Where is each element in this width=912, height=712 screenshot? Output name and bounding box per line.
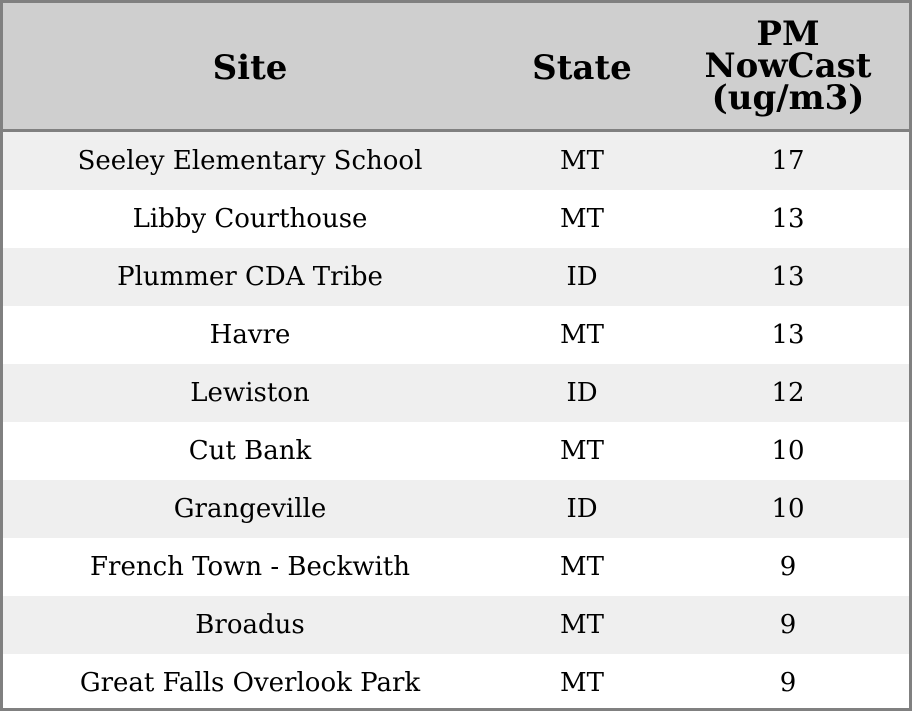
table-row bbox=[3, 190, 909, 248]
cell-pm: 13 bbox=[771, 320, 805, 350]
cell-pm: 10 bbox=[771, 436, 805, 466]
table-header-row bbox=[3, 3, 909, 132]
cell-state: MT bbox=[560, 436, 604, 466]
cell-pm: 12 bbox=[771, 378, 805, 408]
table-row bbox=[3, 248, 909, 306]
table-body bbox=[3, 132, 909, 712]
cell-state: ID bbox=[566, 262, 598, 292]
cell-pm: 10 bbox=[771, 494, 805, 524]
cell-state: MT bbox=[560, 204, 604, 234]
cell-site: Cut Bank bbox=[188, 436, 312, 466]
cell-site: Great Falls Overlook Park bbox=[79, 668, 421, 698]
cell-site: Lewiston bbox=[190, 378, 310, 408]
table-row bbox=[3, 654, 909, 712]
table-row bbox=[3, 538, 909, 596]
cell-pm: 13 bbox=[771, 204, 805, 234]
cell-site: Grangeville bbox=[173, 494, 327, 524]
cell-state: MT bbox=[560, 146, 604, 176]
cell-pm: 13 bbox=[771, 262, 805, 292]
cell-pm: 17 bbox=[771, 146, 805, 176]
cell-site: Havre bbox=[209, 320, 291, 350]
cell-site: Libby Courthouse bbox=[132, 204, 368, 234]
table-row bbox=[3, 422, 909, 480]
header-site: Site bbox=[212, 48, 288, 88]
cell-pm: 9 bbox=[779, 668, 797, 698]
cell-state: ID bbox=[566, 494, 598, 524]
cell-state: MT bbox=[560, 320, 604, 350]
cell-state: MT bbox=[560, 610, 604, 640]
cell-state: ID bbox=[566, 378, 598, 408]
cell-site: French Town - Beckwith bbox=[89, 552, 411, 582]
header-pm-nowcast: PM NowCast (ug/m3) bbox=[704, 14, 872, 118]
cell-site: Broadus bbox=[195, 610, 305, 640]
table-row bbox=[3, 596, 909, 654]
cell-state: MT bbox=[560, 668, 604, 698]
cell-site: Plummer CDA Tribe bbox=[117, 262, 383, 292]
table-row bbox=[3, 364, 909, 422]
cell-pm: 9 bbox=[779, 610, 797, 640]
cell-site: Seeley Elementary School bbox=[77, 146, 423, 176]
table-row bbox=[3, 480, 909, 538]
cell-state: MT bbox=[560, 552, 604, 582]
header-state: State bbox=[532, 48, 632, 88]
table-row bbox=[3, 306, 909, 364]
table-row bbox=[3, 132, 909, 190]
cell-pm: 9 bbox=[779, 552, 797, 582]
